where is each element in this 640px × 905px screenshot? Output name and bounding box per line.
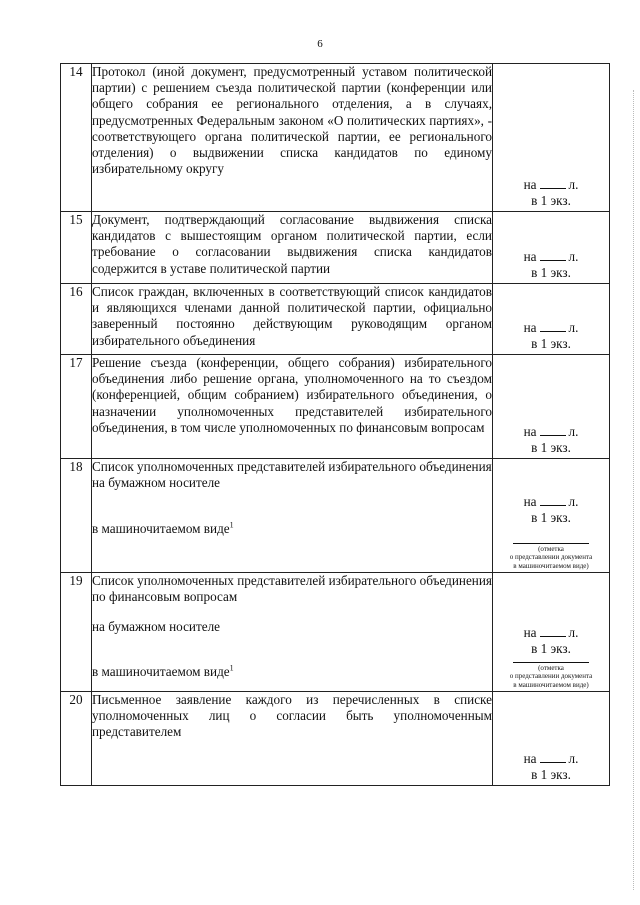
copies-label: в 1 экз. — [531, 510, 571, 526]
copies-label: в 1 экз. — [531, 335, 571, 351]
sheet-count-blank — [540, 250, 566, 261]
sheets-suffix: л. — [568, 176, 579, 192]
sheet-count-blank — [540, 752, 566, 763]
sheet-count-cell — [493, 64, 610, 212]
machine-format-label: в машиночитаемом виде — [92, 663, 230, 679]
sheet-count-cell — [493, 692, 610, 786]
row-description: Решение съезда (конференции, общего собрания) избирательного объединения либо решение органа, уполномоченного на то съездом (конференцией, общим собранием) избирательного объединения, о назначении уполномоченных представителей избирательного объединения, в том числе уполномоченных по финансовым вопросам — [92, 355, 493, 459]
row-description — [92, 459, 493, 573]
sheets-prefix: на — [523, 494, 537, 509]
sheet-count-cell — [493, 459, 610, 573]
row-number: 15 — [61, 212, 92, 284]
sheets-prefix: на — [523, 176, 537, 192]
sheet-count-blank — [540, 321, 566, 332]
machine-format-label-line — [92, 521, 492, 537]
table-row — [61, 692, 610, 786]
copies-label: в 1 экз. — [531, 264, 571, 280]
row-description: Письменное заявление каждого из перечисленных в списке уполномоченных лиц о согласии быть уполномоченным представителем — [92, 692, 493, 786]
page-number: 6 — [317, 38, 323, 50]
copies-label: в 1 экз. — [531, 439, 571, 455]
sheets-prefix: на — [523, 750, 537, 766]
row-number: 16 — [61, 284, 92, 355]
signature-line — [513, 537, 589, 544]
table-row — [61, 212, 610, 284]
sheet-count-cell — [493, 573, 610, 692]
table-row — [61, 573, 610, 692]
machine-format-note — [493, 656, 609, 689]
table-row — [61, 284, 610, 355]
paper-sheet-mark — [493, 494, 609, 526]
row-description: Протокол (иной документ, предусмотренный уставом политической партии) с решением съезда политической партии (конференции или общего собрания ее регионального отделения, а в случаях, предусмотренных Федеральным законом «О политических партиях», - соответствующего органа политической партии, ее регионального отделения) о выдвижении списка кандидатов по единому избирательному округу — [92, 64, 493, 212]
paper-format-label: на бумажном носителе — [92, 475, 221, 491]
row-description: Список граждан, включенных в соответствующий список кандидатов и являющихся членами данной политической партии, официально заверенный постоянно действующим руководящим органом избирательного объединения — [92, 284, 493, 355]
table-row — [61, 355, 610, 459]
sheet-count-blank — [540, 495, 566, 506]
row-number: 20 — [61, 692, 92, 786]
table-row — [61, 459, 610, 573]
row-title: Список уполномоченных представителей избирательного объединения — [92, 459, 492, 474]
sheet-count-cell — [493, 284, 610, 355]
machine-format-label: в машиночитаемом виде — [92, 521, 230, 537]
sheets-suffix: л. — [568, 248, 579, 264]
row-number: 17 — [61, 355, 92, 459]
sheet-count-blank — [540, 626, 566, 637]
paper-format-label: на бумажном носителе — [92, 619, 221, 635]
row-number: 14 — [61, 64, 92, 212]
note-text: о представлении документа — [509, 553, 593, 562]
machine-format-label-line — [92, 664, 492, 680]
row-number: 18 — [61, 459, 92, 573]
sheets-prefix: на — [523, 423, 537, 439]
note-text: (отметка — [538, 663, 564, 672]
documents-table — [60, 63, 610, 786]
row-description: Документ, подтверждающий согласование выдвижения списка кандидатов с вышестоящим органом политической партии, если требование о согласовании выдвижения списка кандидатов содержится в уставе политической партии — [92, 212, 493, 284]
footnote-ref: 1 — [229, 663, 234, 673]
sheets-prefix: на — [523, 625, 537, 640]
copies-label: в 1 экз. — [531, 766, 571, 782]
copies-label: в 1 экз. — [531, 641, 571, 657]
row-description — [92, 573, 493, 692]
sheets-prefix: на — [523, 319, 537, 335]
scan-edge-artifact — [632, 90, 634, 890]
signature-line — [513, 656, 589, 663]
sheets-suffix: л. — [568, 750, 579, 766]
paper-sheet-mark — [493, 625, 609, 657]
note-text: (отметка — [538, 544, 564, 553]
note-text: о представлении документа — [509, 672, 593, 681]
copies-label: в 1 экз. — [531, 192, 571, 208]
row-title: Список уполномоченных представителей избирательного объединения по финансовым вопросам — [92, 573, 492, 605]
note-text: в машиночитаемом виде) — [513, 680, 589, 689]
sheets-suffix: л. — [568, 423, 579, 439]
machine-format-note — [493, 537, 609, 570]
table-row — [61, 64, 610, 212]
row-number: 19 — [61, 573, 92, 692]
sheet-count-blank — [540, 425, 566, 436]
sheets-suffix: л. — [568, 319, 579, 335]
sheets-suffix: л. — [568, 494, 579, 509]
sheet-count-blank — [540, 178, 566, 189]
sheets-prefix: на — [523, 248, 537, 264]
sheets-suffix: л. — [568, 625, 579, 640]
footnote-ref: 1 — [229, 521, 234, 531]
note-text: в машиночитаемом виде) — [513, 561, 589, 570]
sheet-count-cell — [493, 212, 610, 284]
sheet-count-cell — [493, 355, 610, 459]
